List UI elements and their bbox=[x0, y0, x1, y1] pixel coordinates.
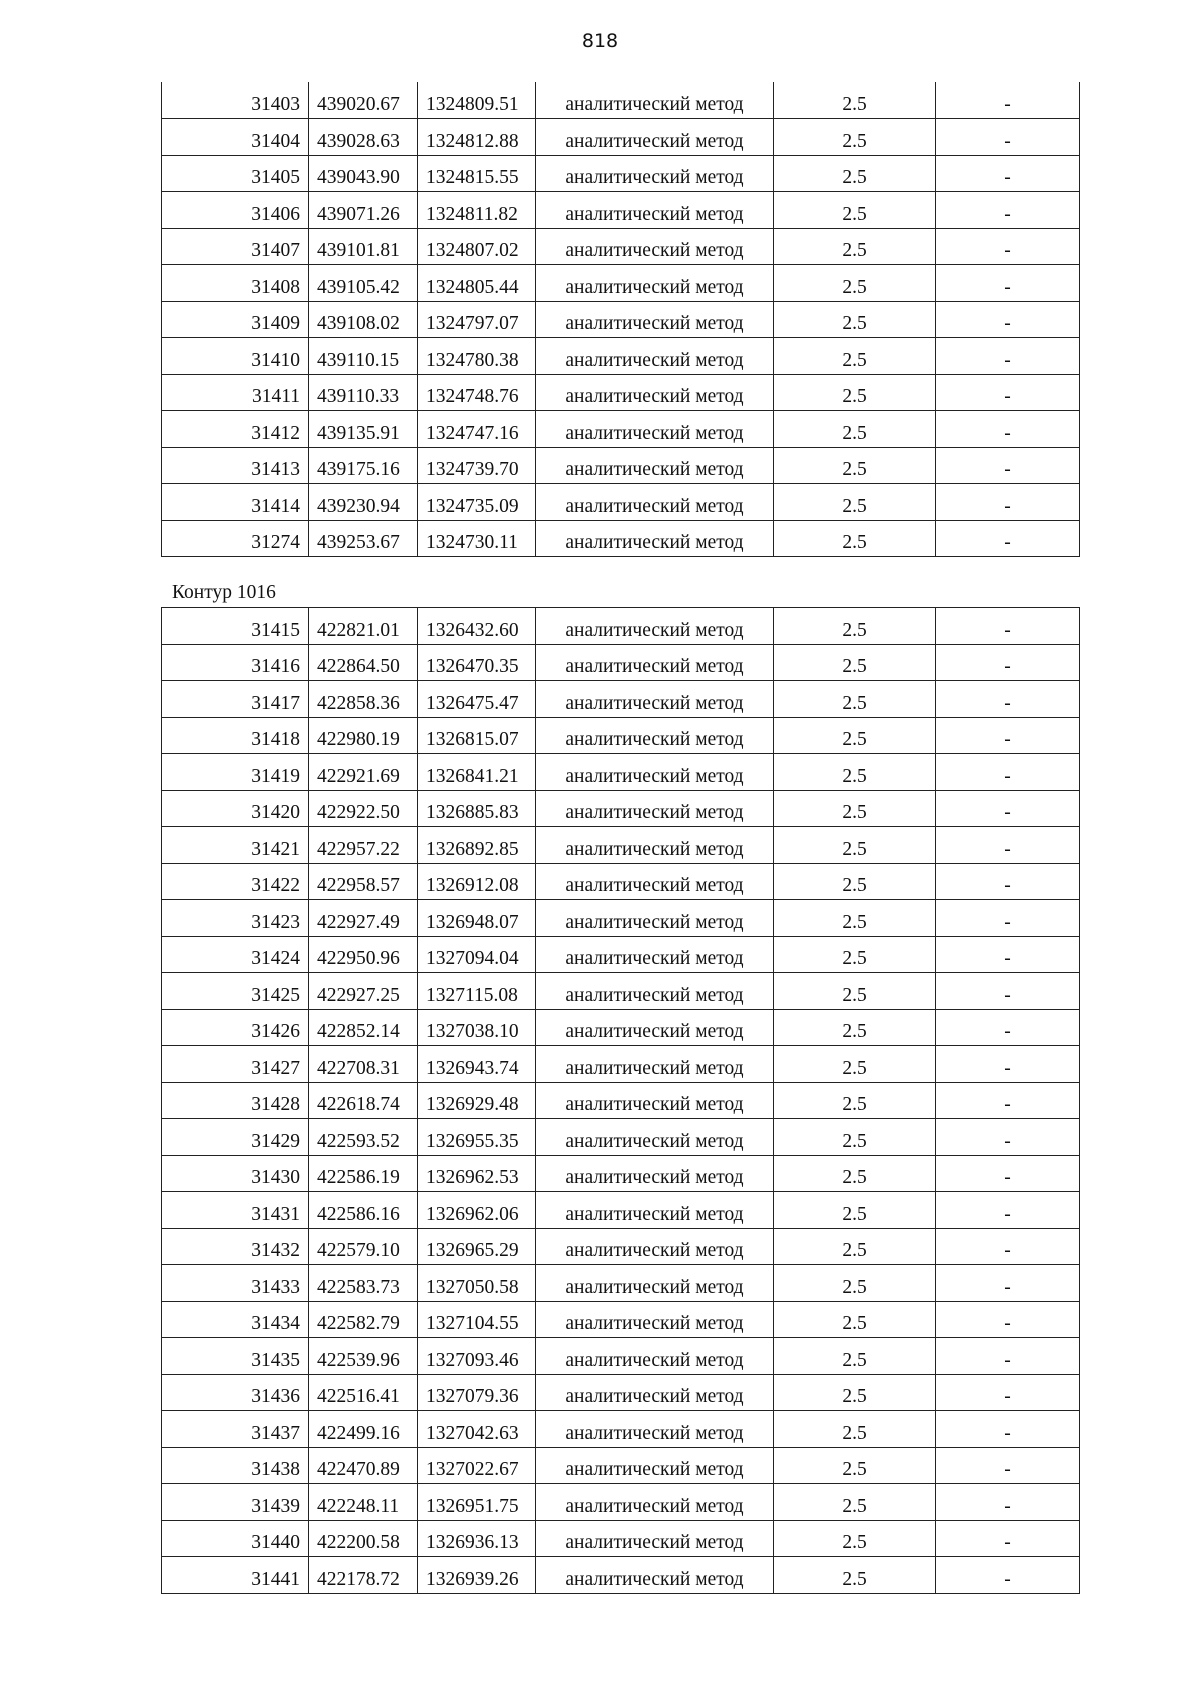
y-coordinate-cell: 1326955.35 bbox=[418, 1119, 536, 1156]
method-cell: аналитический метод bbox=[536, 338, 774, 375]
method-cell: аналитический метод bbox=[536, 411, 774, 448]
note-cell: - bbox=[936, 790, 1080, 827]
table-row bbox=[162, 520, 1080, 557]
point-number-cell: 31404 bbox=[162, 119, 309, 156]
x-coordinate-cell: 439175.16 bbox=[309, 447, 418, 484]
note-cell: - bbox=[936, 1009, 1080, 1046]
y-coordinate-cell: 1326470.35 bbox=[418, 644, 536, 681]
point-number-cell: 31431 bbox=[162, 1192, 309, 1229]
accuracy-cell: 2.5 bbox=[774, 228, 936, 265]
note-cell: - bbox=[936, 1411, 1080, 1448]
x-coordinate-cell: 439108.02 bbox=[309, 301, 418, 338]
y-coordinate-cell: 1324730.11 bbox=[418, 520, 536, 557]
accuracy-cell: 2.5 bbox=[774, 900, 936, 937]
table-row bbox=[162, 936, 1080, 973]
method-cell: аналитический метод bbox=[536, 973, 774, 1010]
y-coordinate-cell: 1326948.07 bbox=[418, 900, 536, 937]
y-coordinate-cell: 1326815.07 bbox=[418, 717, 536, 754]
y-coordinate-cell: 1324747.16 bbox=[418, 411, 536, 448]
accuracy-cell: 2.5 bbox=[774, 411, 936, 448]
x-coordinate-cell: 439028.63 bbox=[309, 119, 418, 156]
x-coordinate-cell: 422864.50 bbox=[309, 644, 418, 681]
note-cell: - bbox=[936, 644, 1080, 681]
note-cell: - bbox=[936, 900, 1080, 937]
note-cell: - bbox=[936, 155, 1080, 192]
point-number-cell: 31420 bbox=[162, 790, 309, 827]
y-coordinate-cell: 1326965.29 bbox=[418, 1228, 536, 1265]
method-cell: аналитический метод bbox=[536, 1447, 774, 1484]
point-number-cell: 31408 bbox=[162, 265, 309, 302]
accuracy-cell: 2.5 bbox=[774, 1301, 936, 1338]
x-coordinate-cell: 422582.79 bbox=[309, 1301, 418, 1338]
method-cell: аналитический метод bbox=[536, 1484, 774, 1521]
y-coordinate-cell: 1324815.55 bbox=[418, 155, 536, 192]
accuracy-cell: 2.5 bbox=[774, 1155, 936, 1192]
note-cell: - bbox=[936, 1374, 1080, 1411]
note-cell: - bbox=[936, 1520, 1080, 1557]
point-number-cell: 31430 bbox=[162, 1155, 309, 1192]
x-coordinate-cell: 422922.50 bbox=[309, 790, 418, 827]
table-row bbox=[162, 827, 1080, 864]
method-cell: аналитический метод bbox=[536, 644, 774, 681]
x-coordinate-cell: 439101.81 bbox=[309, 228, 418, 265]
table-row bbox=[162, 484, 1080, 521]
note-cell: - bbox=[936, 936, 1080, 973]
table-row bbox=[162, 1557, 1080, 1594]
point-number-cell: 31418 bbox=[162, 717, 309, 754]
method-cell: аналитический метод bbox=[536, 754, 774, 791]
x-coordinate-cell: 422927.25 bbox=[309, 973, 418, 1010]
y-coordinate-cell: 1326432.60 bbox=[418, 608, 536, 645]
accuracy-cell: 2.5 bbox=[774, 754, 936, 791]
point-number-cell: 31415 bbox=[162, 608, 309, 645]
method-cell: аналитический метод bbox=[536, 374, 774, 411]
table-row bbox=[162, 1009, 1080, 1046]
x-coordinate-cell: 422516.41 bbox=[309, 1374, 418, 1411]
note-cell: - bbox=[936, 411, 1080, 448]
y-coordinate-cell: 1326885.83 bbox=[418, 790, 536, 827]
point-number-cell: 31403 bbox=[162, 82, 309, 119]
y-coordinate-cell: 1324780.38 bbox=[418, 338, 536, 375]
table-row bbox=[162, 301, 1080, 338]
accuracy-cell: 2.5 bbox=[774, 827, 936, 864]
y-coordinate-cell: 1326841.21 bbox=[418, 754, 536, 791]
method-cell: аналитический метод bbox=[536, 447, 774, 484]
note-cell: - bbox=[936, 119, 1080, 156]
y-coordinate-cell: 1326962.53 bbox=[418, 1155, 536, 1192]
point-number-cell: 31414 bbox=[162, 484, 309, 521]
point-number-cell: 31422 bbox=[162, 863, 309, 900]
note-cell: - bbox=[936, 520, 1080, 557]
method-cell: аналитический метод bbox=[536, 228, 774, 265]
table-row bbox=[162, 608, 1080, 645]
table-row bbox=[162, 192, 1080, 229]
x-coordinate-cell: 422927.49 bbox=[309, 900, 418, 937]
point-number-cell: 31435 bbox=[162, 1338, 309, 1375]
method-cell: аналитический метод bbox=[536, 119, 774, 156]
note-cell: - bbox=[936, 1046, 1080, 1083]
method-cell: аналитический метод bbox=[536, 1520, 774, 1557]
note-cell: - bbox=[936, 1228, 1080, 1265]
coordinates-table-1 bbox=[161, 82, 1080, 557]
note-cell: - bbox=[936, 338, 1080, 375]
x-coordinate-cell: 439020.67 bbox=[309, 82, 418, 119]
point-number-cell: 31409 bbox=[162, 301, 309, 338]
table-row bbox=[162, 681, 1080, 718]
method-cell: аналитический метод bbox=[536, 717, 774, 754]
table-row bbox=[162, 338, 1080, 375]
method-cell: аналитический метод bbox=[536, 1082, 774, 1119]
method-cell: аналитический метод bbox=[536, 608, 774, 645]
accuracy-cell: 2.5 bbox=[774, 790, 936, 827]
point-number-cell: 31423 bbox=[162, 900, 309, 937]
point-number-cell: 31411 bbox=[162, 374, 309, 411]
x-coordinate-cell: 439043.90 bbox=[309, 155, 418, 192]
accuracy-cell: 2.5 bbox=[774, 1192, 936, 1229]
point-number-cell: 31424 bbox=[162, 936, 309, 973]
x-coordinate-cell: 439071.26 bbox=[309, 192, 418, 229]
table-row bbox=[162, 1082, 1080, 1119]
method-cell: аналитический метод bbox=[536, 301, 774, 338]
note-cell: - bbox=[936, 301, 1080, 338]
table-row bbox=[162, 265, 1080, 302]
x-coordinate-cell: 422957.22 bbox=[309, 827, 418, 864]
point-number-cell: 31428 bbox=[162, 1082, 309, 1119]
method-cell: аналитический метод bbox=[536, 520, 774, 557]
table-row bbox=[162, 1447, 1080, 1484]
note-cell: - bbox=[936, 1265, 1080, 1302]
note-cell: - bbox=[936, 717, 1080, 754]
point-number-cell: 31417 bbox=[162, 681, 309, 718]
accuracy-cell: 2.5 bbox=[774, 936, 936, 973]
y-coordinate-cell: 1324812.88 bbox=[418, 119, 536, 156]
table-row bbox=[162, 1411, 1080, 1448]
accuracy-cell: 2.5 bbox=[774, 338, 936, 375]
method-cell: аналитический метод bbox=[536, 1119, 774, 1156]
accuracy-cell: 2.5 bbox=[774, 1265, 936, 1302]
accuracy-cell: 2.5 bbox=[774, 1374, 936, 1411]
point-number-cell: 31413 bbox=[162, 447, 309, 484]
point-number-cell: 31412 bbox=[162, 411, 309, 448]
accuracy-cell: 2.5 bbox=[774, 1411, 936, 1448]
point-number-cell: 31439 bbox=[162, 1484, 309, 1521]
table-row bbox=[162, 155, 1080, 192]
x-coordinate-cell: 422821.01 bbox=[309, 608, 418, 645]
note-cell: - bbox=[936, 1301, 1080, 1338]
note-cell: - bbox=[936, 754, 1080, 791]
note-cell: - bbox=[936, 1484, 1080, 1521]
table-row bbox=[162, 411, 1080, 448]
method-cell: аналитический метод bbox=[536, 265, 774, 302]
table-row bbox=[162, 1155, 1080, 1192]
method-cell: аналитический метод bbox=[536, 1046, 774, 1083]
note-cell: - bbox=[936, 608, 1080, 645]
note-cell: - bbox=[936, 228, 1080, 265]
method-cell: аналитический метод bbox=[536, 155, 774, 192]
y-coordinate-cell: 1327093.46 bbox=[418, 1338, 536, 1375]
accuracy-cell: 2.5 bbox=[774, 1046, 936, 1083]
y-coordinate-cell: 1324807.02 bbox=[418, 228, 536, 265]
coordinates-table-2 bbox=[161, 607, 1080, 1594]
point-number-cell: 31407 bbox=[162, 228, 309, 265]
point-number-cell: 31274 bbox=[162, 520, 309, 557]
x-coordinate-cell: 422950.96 bbox=[309, 936, 418, 973]
y-coordinate-cell: 1327042.63 bbox=[418, 1411, 536, 1448]
note-cell: - bbox=[936, 265, 1080, 302]
method-cell: аналитический метод bbox=[536, 1338, 774, 1375]
method-cell: аналитический метод bbox=[536, 82, 774, 119]
point-number-cell: 31426 bbox=[162, 1009, 309, 1046]
accuracy-cell: 2.5 bbox=[774, 1119, 936, 1156]
method-cell: аналитический метод bbox=[536, 790, 774, 827]
y-coordinate-cell: 1327094.04 bbox=[418, 936, 536, 973]
method-cell: аналитический метод bbox=[536, 1411, 774, 1448]
accuracy-cell: 2.5 bbox=[774, 1557, 936, 1594]
y-coordinate-cell: 1324735.09 bbox=[418, 484, 536, 521]
method-cell: аналитический метод bbox=[536, 1009, 774, 1046]
x-coordinate-cell: 439230.94 bbox=[309, 484, 418, 521]
accuracy-cell: 2.5 bbox=[774, 681, 936, 718]
table-row bbox=[162, 1520, 1080, 1557]
table-row bbox=[162, 790, 1080, 827]
x-coordinate-cell: 422958.57 bbox=[309, 863, 418, 900]
x-coordinate-cell: 422852.14 bbox=[309, 1009, 418, 1046]
table-row bbox=[162, 900, 1080, 937]
y-coordinate-cell: 1324797.07 bbox=[418, 301, 536, 338]
accuracy-cell: 2.5 bbox=[774, 301, 936, 338]
point-number-cell: 31429 bbox=[162, 1119, 309, 1156]
note-cell: - bbox=[936, 1082, 1080, 1119]
accuracy-cell: 2.5 bbox=[774, 1009, 936, 1046]
accuracy-cell: 2.5 bbox=[774, 520, 936, 557]
table-row bbox=[162, 1374, 1080, 1411]
y-coordinate-cell: 1327115.08 bbox=[418, 973, 536, 1010]
accuracy-cell: 2.5 bbox=[774, 447, 936, 484]
y-coordinate-cell: 1326912.08 bbox=[418, 863, 536, 900]
method-cell: аналитический метод bbox=[536, 936, 774, 973]
point-number-cell: 31419 bbox=[162, 754, 309, 791]
note-cell: - bbox=[936, 1192, 1080, 1229]
contour-label: Контур 1016 bbox=[172, 582, 276, 603]
table-row bbox=[162, 717, 1080, 754]
x-coordinate-cell: 422539.96 bbox=[309, 1338, 418, 1375]
point-number-cell: 31416 bbox=[162, 644, 309, 681]
table-row bbox=[162, 228, 1080, 265]
note-cell: - bbox=[936, 1155, 1080, 1192]
accuracy-cell: 2.5 bbox=[774, 374, 936, 411]
accuracy-cell: 2.5 bbox=[774, 1228, 936, 1265]
method-cell: аналитический метод bbox=[536, 484, 774, 521]
x-coordinate-cell: 422921.69 bbox=[309, 754, 418, 791]
point-number-cell: 31440 bbox=[162, 1520, 309, 1557]
x-coordinate-cell: 422586.16 bbox=[309, 1192, 418, 1229]
table-row bbox=[162, 1301, 1080, 1338]
table-row bbox=[162, 374, 1080, 411]
point-number-cell: 31405 bbox=[162, 155, 309, 192]
accuracy-cell: 2.5 bbox=[774, 973, 936, 1010]
point-number-cell: 31425 bbox=[162, 973, 309, 1010]
method-cell: аналитический метод bbox=[536, 1228, 774, 1265]
y-coordinate-cell: 1326962.06 bbox=[418, 1192, 536, 1229]
accuracy-cell: 2.5 bbox=[774, 82, 936, 119]
note-cell: - bbox=[936, 863, 1080, 900]
table-row bbox=[162, 119, 1080, 156]
method-cell: аналитический метод bbox=[536, 1301, 774, 1338]
table-row bbox=[162, 1484, 1080, 1521]
x-coordinate-cell: 439253.67 bbox=[309, 520, 418, 557]
x-coordinate-cell: 422579.10 bbox=[309, 1228, 418, 1265]
table-row bbox=[162, 447, 1080, 484]
y-coordinate-cell: 1327022.67 bbox=[418, 1447, 536, 1484]
accuracy-cell: 2.5 bbox=[774, 119, 936, 156]
y-coordinate-cell: 1326475.47 bbox=[418, 681, 536, 718]
accuracy-cell: 2.5 bbox=[774, 717, 936, 754]
y-coordinate-cell: 1326943.74 bbox=[418, 1046, 536, 1083]
table-row bbox=[162, 82, 1080, 119]
method-cell: аналитический метод bbox=[536, 1192, 774, 1229]
y-coordinate-cell: 1326936.13 bbox=[418, 1520, 536, 1557]
method-cell: аналитический метод bbox=[536, 1155, 774, 1192]
accuracy-cell: 2.5 bbox=[774, 155, 936, 192]
accuracy-cell: 2.5 bbox=[774, 192, 936, 229]
y-coordinate-cell: 1324748.76 bbox=[418, 374, 536, 411]
accuracy-cell: 2.5 bbox=[774, 1520, 936, 1557]
x-coordinate-cell: 422470.89 bbox=[309, 1447, 418, 1484]
accuracy-cell: 2.5 bbox=[774, 644, 936, 681]
x-coordinate-cell: 422618.74 bbox=[309, 1082, 418, 1119]
point-number-cell: 31432 bbox=[162, 1228, 309, 1265]
point-number-cell: 31436 bbox=[162, 1374, 309, 1411]
note-cell: - bbox=[936, 192, 1080, 229]
point-number-cell: 31441 bbox=[162, 1557, 309, 1594]
y-coordinate-cell: 1327038.10 bbox=[418, 1009, 536, 1046]
note-cell: - bbox=[936, 374, 1080, 411]
accuracy-cell: 2.5 bbox=[774, 1338, 936, 1375]
point-number-cell: 31434 bbox=[162, 1301, 309, 1338]
note-cell: - bbox=[936, 681, 1080, 718]
accuracy-cell: 2.5 bbox=[774, 484, 936, 521]
x-coordinate-cell: 439105.42 bbox=[309, 265, 418, 302]
x-coordinate-cell: 422583.73 bbox=[309, 1265, 418, 1302]
note-cell: - bbox=[936, 1119, 1080, 1156]
point-number-cell: 31433 bbox=[162, 1265, 309, 1302]
method-cell: аналитический метод bbox=[536, 1374, 774, 1411]
table-row bbox=[162, 1119, 1080, 1156]
method-cell: аналитический метод bbox=[536, 900, 774, 937]
note-cell: - bbox=[936, 484, 1080, 521]
x-coordinate-cell: 422858.36 bbox=[309, 681, 418, 718]
y-coordinate-cell: 1326939.26 bbox=[418, 1557, 536, 1594]
x-coordinate-cell: 422499.16 bbox=[309, 1411, 418, 1448]
y-coordinate-cell: 1326929.48 bbox=[418, 1082, 536, 1119]
y-coordinate-cell: 1326951.75 bbox=[418, 1484, 536, 1521]
note-cell: - bbox=[936, 973, 1080, 1010]
note-cell: - bbox=[936, 1447, 1080, 1484]
method-cell: аналитический метод bbox=[536, 192, 774, 229]
accuracy-cell: 2.5 bbox=[774, 863, 936, 900]
point-number-cell: 31421 bbox=[162, 827, 309, 864]
table-row bbox=[162, 1192, 1080, 1229]
method-cell: аналитический метод bbox=[536, 1557, 774, 1594]
point-number-cell: 31406 bbox=[162, 192, 309, 229]
x-coordinate-cell: 422200.58 bbox=[309, 1520, 418, 1557]
accuracy-cell: 2.5 bbox=[774, 608, 936, 645]
table-row bbox=[162, 1265, 1080, 1302]
accuracy-cell: 2.5 bbox=[774, 1082, 936, 1119]
y-coordinate-cell: 1324809.51 bbox=[418, 82, 536, 119]
accuracy-cell: 2.5 bbox=[774, 265, 936, 302]
x-coordinate-cell: 422586.19 bbox=[309, 1155, 418, 1192]
method-cell: аналитический метод bbox=[536, 863, 774, 900]
x-coordinate-cell: 439135.91 bbox=[309, 411, 418, 448]
x-coordinate-cell: 439110.33 bbox=[309, 374, 418, 411]
method-cell: аналитический метод bbox=[536, 827, 774, 864]
x-coordinate-cell: 439110.15 bbox=[309, 338, 418, 375]
y-coordinate-cell: 1324805.44 bbox=[418, 265, 536, 302]
table-row bbox=[162, 644, 1080, 681]
table-row bbox=[162, 863, 1080, 900]
page-number: 818 bbox=[581, 30, 619, 52]
note-cell: - bbox=[936, 82, 1080, 119]
point-number-cell: 31438 bbox=[162, 1447, 309, 1484]
method-cell: аналитический метод bbox=[536, 681, 774, 718]
point-number-cell: 31410 bbox=[162, 338, 309, 375]
x-coordinate-cell: 422248.11 bbox=[309, 1484, 418, 1521]
y-coordinate-cell: 1324739.70 bbox=[418, 447, 536, 484]
x-coordinate-cell: 422980.19 bbox=[309, 717, 418, 754]
y-coordinate-cell: 1327079.36 bbox=[418, 1374, 536, 1411]
note-cell: - bbox=[936, 1338, 1080, 1375]
table-row bbox=[162, 973, 1080, 1010]
table-row bbox=[162, 1046, 1080, 1083]
x-coordinate-cell: 422593.52 bbox=[309, 1119, 418, 1156]
y-coordinate-cell: 1326892.85 bbox=[418, 827, 536, 864]
accuracy-cell: 2.5 bbox=[774, 1447, 936, 1484]
table-row bbox=[162, 754, 1080, 791]
note-cell: - bbox=[936, 1557, 1080, 1594]
x-coordinate-cell: 422708.31 bbox=[309, 1046, 418, 1083]
note-cell: - bbox=[936, 827, 1080, 864]
note-cell: - bbox=[936, 447, 1080, 484]
accuracy-cell: 2.5 bbox=[774, 1484, 936, 1521]
y-coordinate-cell: 1327104.55 bbox=[418, 1301, 536, 1338]
y-coordinate-cell: 1324811.82 bbox=[418, 192, 536, 229]
y-coordinate-cell: 1327050.58 bbox=[418, 1265, 536, 1302]
method-cell: аналитический метод bbox=[536, 1265, 774, 1302]
point-number-cell: 31437 bbox=[162, 1411, 309, 1448]
point-number-cell: 31427 bbox=[162, 1046, 309, 1083]
x-coordinate-cell: 422178.72 bbox=[309, 1557, 418, 1594]
table-row bbox=[162, 1338, 1080, 1375]
table-row bbox=[162, 1228, 1080, 1265]
